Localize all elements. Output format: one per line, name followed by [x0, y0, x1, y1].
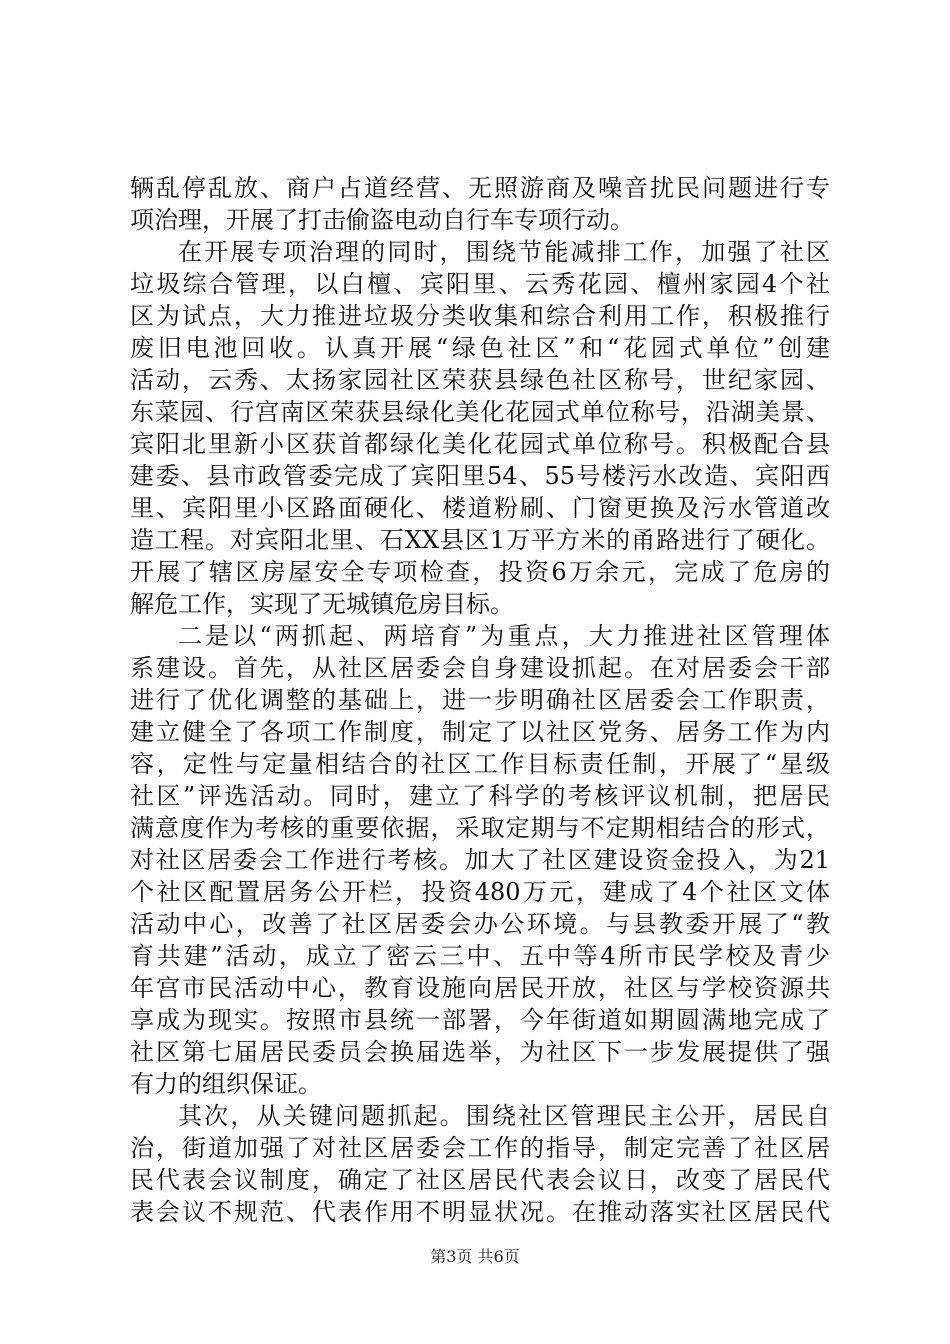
text-line: 活动中心，改善了社区居委会办公环境。与县教委开展了“教	[130, 910, 830, 938]
text-line: 东菜园、行宫南区荣获县绿化美化花园式单位称号，沿湖美景、	[130, 398, 830, 426]
text-line: 建委、县市政管委完成了宾阳里54、55号楼污水改造、宾阳西	[130, 462, 830, 490]
text-line: 满意度作为考核的重要依据，采取定期与不定期相结合的形式，	[130, 814, 830, 842]
text-line: 个社区配置居务公开栏，投资480万元，建成了4个社区文体	[130, 878, 830, 906]
text-line: 治，街道加强了对社区居委会工作的指导，制定完善了社区居	[130, 1134, 830, 1162]
text-line: 废旧电池回收。认真开展“绿色社区”和“花园式单位”创建	[130, 334, 830, 362]
text-line: 开展了辖区房屋安全专项检查，投资6万余元，完成了危房的	[130, 558, 830, 586]
text-line: 二是以“两抓起、两培育”为重点，大力推进社区管理体	[178, 622, 830, 650]
text-line: 民代表会议制度，确定了社区居民代表会议日，改变了居民代	[130, 1166, 830, 1194]
text-line: 育共建”活动，成立了密云三中、五中等4所市民学校及青少	[130, 942, 830, 970]
text-line: 造工程。对宾阳北里、石XX县区1万平方米的甬路进行了硬化。	[130, 526, 830, 554]
text-line: 进行了优化调整的基础上，进一步明确社区居委会工作职责，	[130, 686, 830, 714]
text-line: 有力的组织保证。	[130, 1070, 322, 1098]
text-line: 其次，从关键问题抓起。围绕社区管理民主公开，居民自	[178, 1102, 830, 1130]
document-body	[130, 172, 830, 1228]
text-line: 表会议不规范、代表作用不明显状况。在推动落实社区居民代	[130, 1198, 830, 1226]
text-line: 解危工作，实现了无城镇危房目标。	[130, 590, 514, 618]
text-line: 建立健全了各项工作制度，制定了以社区党务、居务工作为内	[130, 718, 830, 746]
text-line: 年宫市民活动中心，教育设施向居民开放，社区与学校资源共	[130, 974, 830, 1002]
text-line: 辆乱停乱放、商户占道经营、无照游商及噪音扰民问题进行专	[130, 174, 830, 202]
text-line: 社区”评选活动。同时，建立了科学的考核评议机制，把居民	[130, 782, 830, 810]
text-line: 对社区居委会工作进行考核。加大了社区建设资金投入，为21	[130, 846, 830, 874]
text-line: 享成为现实。按照市县统一部署，今年街道如期圆满地完成了	[130, 1006, 830, 1034]
text-line: 垃圾综合管理，以白檀、宾阳里、云秀花园、檀州家园4个社	[130, 270, 830, 298]
text-line: 在开展专项治理的同时，围绕节能减排工作，加强了社区	[178, 238, 830, 266]
text-line: 社区第七届居民委员会换届选举，为社区下一步发展提供了强	[130, 1038, 830, 1066]
text-line: 区为试点，大力推进垃圾分类收集和综合利用工作，积极推行	[130, 302, 830, 330]
page-footer: 第3页 共6页	[430, 1247, 520, 1266]
text-line: 项治理，开展了打击偷盗电动自行车专项行动。	[130, 206, 634, 234]
text-line: 活动，云秀、太扬家园社区荣获县绿色社区称号，世纪家园、	[130, 366, 830, 394]
text-line: 宾阳北里新小区获首都绿化美化花园式单位称号。积极配合县	[130, 430, 830, 458]
text-line: 里、宾阳里小区路面硬化、楼道粉刷、门窗更换及污水管道改	[130, 494, 830, 522]
text-line: 容，定性与定量相结合的社区工作目标责任制，开展了“星级	[130, 750, 830, 778]
text-line: 系建设。首先，从社区居委会自身建设抓起。在对居委会干部	[130, 654, 830, 682]
